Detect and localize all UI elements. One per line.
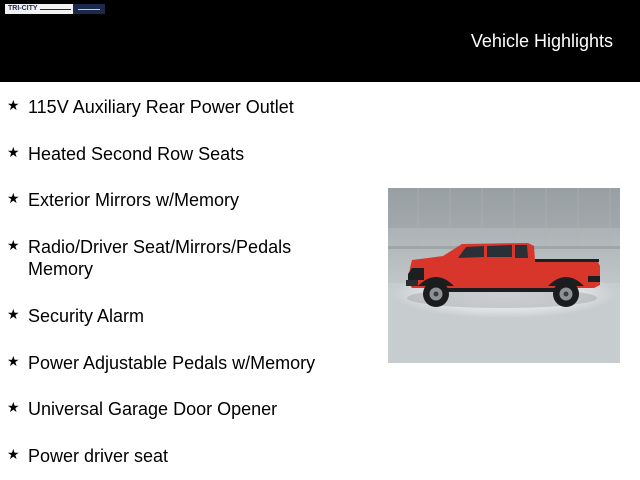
dealer-logo-badge <box>73 4 105 14</box>
highlight-label: Power driver seat <box>28 446 169 466</box>
star-bullet-icon: ★ <box>7 399 20 415</box>
star-bullet-icon: ★ <box>7 190 20 206</box>
vehicle-photo-image <box>388 188 620 363</box>
star-bullet-icon: ★ <box>7 97 20 113</box>
star-bullet-icon: ★ <box>7 237 20 253</box>
highlight-label: 115V Auxiliary Rear Power Outlet <box>28 97 294 117</box>
star-bullet-icon: ★ <box>7 306 20 322</box>
highlight-label: Security Alarm <box>28 306 145 326</box>
highlight-label: Exterior Mirrors w/Memory <box>28 190 240 210</box>
dealer-logo-text: TRI-CITY <box>8 5 38 12</box>
highlight-label: Universal Garage Door Opener <box>28 399 278 419</box>
highlight-label: Heated Second Row Seats <box>28 144 245 164</box>
header-bar <box>0 0 640 82</box>
logo-stripe <box>40 9 71 10</box>
dealer-logo-wordmark <box>5 4 73 14</box>
page-title: Vehicle Highlights <box>470 31 613 51</box>
highlight-label: Power Adjustable Pedals w/Memory <box>28 353 316 373</box>
star-bullet-icon: ★ <box>7 446 20 462</box>
highlight-label: Radio/Driver Seat/Mirrors/Pedals Memory <box>28 237 292 279</box>
star-bullet-icon: ★ <box>7 353 20 369</box>
dealer-logo[interactable] <box>5 4 105 14</box>
star-bullet-icon: ★ <box>7 144 20 160</box>
vehicle-photo[interactable] <box>388 188 620 363</box>
